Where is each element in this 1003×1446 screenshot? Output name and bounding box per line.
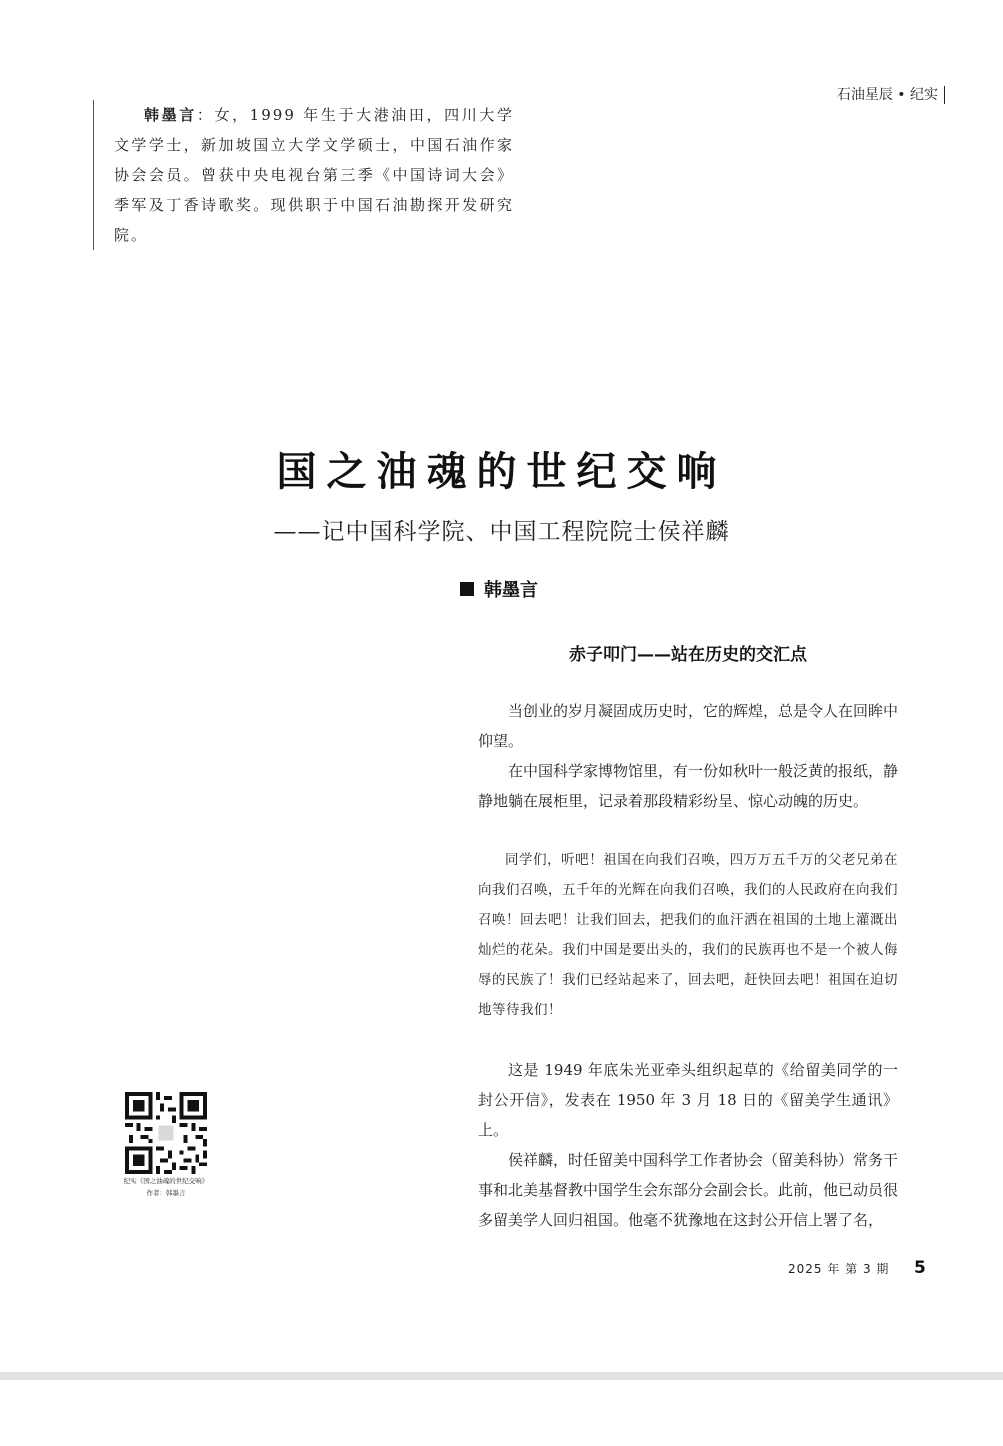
author-bio-name: 韩墨言 [144,106,197,124]
paragraph: 这是 1949 年底朱光亚牵头组织起草的《给留美同学的一封公开信》，发表在 1950 年 3 月 18 日的《留美学生通讯》上。 [478,1061,898,1139]
byline-author: 韩墨言 [484,580,538,601]
byline [460,576,538,602]
qr-caption-author: 作者：韩墨言 [146,1189,186,1197]
qr-caption-title: 纪实《国之油魂的世纪交响》 [123,1177,209,1185]
paragraph: 侯祥麟，时任留美中国科学工作者协会（留美科协）常务干事和北美基督教中国学生会东部分会副会长。此前，他已动员很多留美学人回归祖国。他毫不犹豫地在这封公开信上署了名， [478,1151,899,1229]
paragraph: 在中国科学家博物馆里，有一份如秋叶一般泛黄的报纸，静静地躺在展柜里，记录着那段精彩纷呈、惊心动魄的历史。 [478,762,899,810]
bottom-divider [0,1372,1003,1380]
page-number: 5 [914,1258,926,1278]
body-column-bottom [478,1055,898,1235]
qr-code-block [118,1092,214,1198]
article-subtitle: ——记中国科学院、中国工程院院士侯祥麟 [273,519,730,545]
author-bio [93,100,514,250]
author-bio-text: ：女，1999 年生于大港油田，四川大学文学学士，新加坡国立大学文学硕士，中国石油作家协会会员。曾获中央电视台第三季《中国诗词大会》季军及丁香诗歌奖。现供职于中国石油勘探开发研究院。 [114,106,514,244]
section-tag: 石油星辰 • 纪实 [837,86,945,104]
quoted-letter [478,845,898,1025]
issue-label: 2025 年 第 3 期 [788,1262,890,1276]
article-title: 国之油魂的世纪交响 [276,448,727,495]
body-column-top [478,696,898,816]
qr-code-icon[interactable] [125,1092,207,1174]
byline-square-icon [460,582,474,596]
section-heading: 赤子叩门——站在历史的交汇点 [569,645,807,665]
paragraph: 当创业的岁月凝固成历史时，它的辉煌，总是令人在回眸中仰望。 [478,702,899,750]
quote-text: 同学们，听吧！祖国在向我们召唤，四万万五千万的父老兄弟在向我们召唤，五千年的光辉在向我们召唤，我们的人民政府在向我们召唤！回去吧！让我们回去，把我们的血汗洒在祖国的土地上灌溉出灿烂的花朵。我们中国是要出头的，我们的民族再也不是一个被人侮辱的民族了！我们已经站起来了，回去吧，赶快回去吧！祖国在迫切地等待我们！ [478,852,898,1018]
